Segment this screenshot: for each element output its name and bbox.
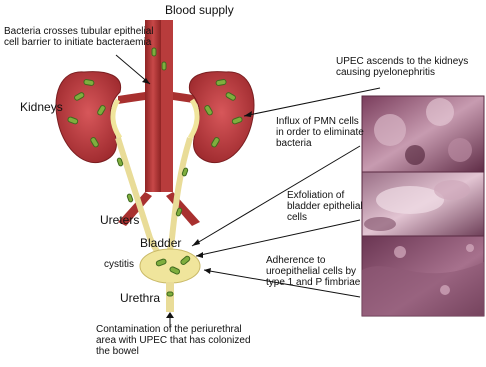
bacteraemia-annotation: Bacteria crosses tubular epithelial cell barrier to initiate bacteraemia — [4, 26, 154, 48]
micrograph-pmn-influx — [362, 96, 484, 172]
pyelonephritis-annotation: UPEC ascends to the kidneys causing pyelonephritis — [336, 56, 469, 78]
micrograph-exfoliation — [362, 172, 484, 236]
micrograph-adherence — [362, 236, 484, 316]
adherence-annotation: Adherence to uroepithelial cells by type 1 and P fimbriae — [266, 255, 361, 288]
kidneys-label: Kidneys — [20, 100, 63, 114]
contamination-annotation: Contamination of the periurethral area with UPEC that has colonized the bowel — [96, 324, 251, 357]
cystitis-label: cystitis — [104, 259, 134, 270]
pmn-influx-annotation: Influx of PMN cells in order to eliminate bacteria — [276, 116, 364, 149]
urethra-label: Urethra — [120, 291, 161, 305]
blood-supply-title: Blood supply — [165, 3, 234, 17]
bladder-label: Bladder — [140, 236, 182, 250]
ureters-label: Ureters — [100, 213, 140, 227]
exfoliation-annotation: Exfoliation of bladder epithelial cells — [287, 190, 363, 223]
